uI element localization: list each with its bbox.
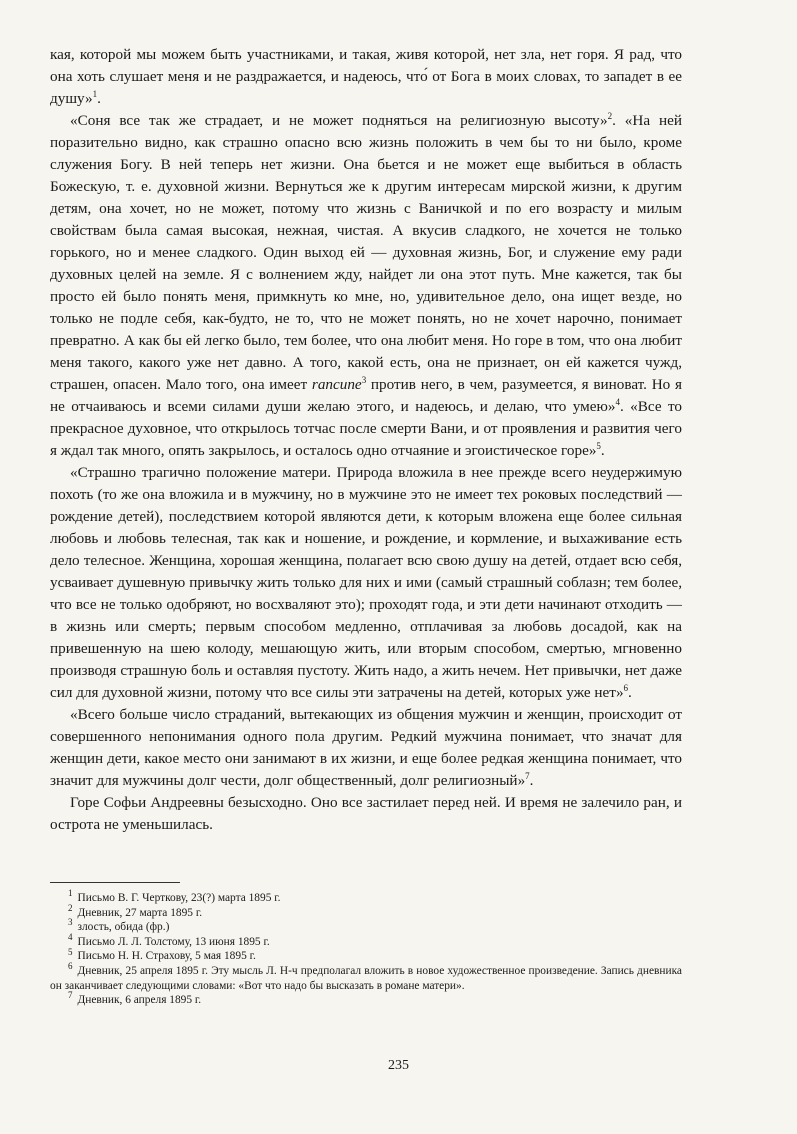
footnote-separator: [50, 882, 180, 883]
text-segment: против него, в чем, разумеется, я виноват. Но я не отчаиваюсь и всеми силами души желаю этого, и надеюсь, и делаю, что умею»: [50, 376, 682, 415]
text-segment: кая, которой мы можем быть участниками, и такая, живя которой, нет зла, нет горя. Я рад, что она хоть слушает меня и не раздражается, и надеюсь, что́ от Бога в моих словах, то западет в ее душу»: [50, 46, 682, 107]
footnote-text: Дневник, 27 марта 1895 г.: [77, 906, 203, 919]
paragraph: [50, 44, 682, 110]
text-segment: Горе Софьи Андреевны безысходно. Оно все застилает перед ней. И время не залечило ран, и острота не уменьшилась.: [50, 794, 682, 833]
footnote-number: 5: [68, 946, 73, 957]
footnote-marker: 4: [615, 396, 620, 407]
footnote: [50, 931, 682, 950]
footnote-number: 1: [68, 888, 73, 899]
footnote: [50, 961, 682, 993]
footnote-number: 4: [68, 931, 73, 942]
paragraph: [50, 462, 682, 704]
footnote-marker: 1: [92, 88, 98, 99]
text-segment: .: [600, 442, 605, 459]
text-segment: .: [529, 772, 534, 789]
footnote-text: Дневник, 25 апреля 1895 г. Эту мысль Л. Н-ч предполагал вложить в новое художественное произведение. Запись дневника он заканчивает следующими словами: «Вот что надо бы высказать в романе матери».: [50, 964, 682, 992]
footnote-marker: 3: [361, 374, 367, 385]
footnote-marker: 2: [607, 110, 613, 121]
footnote-marker: 6: [623, 682, 629, 693]
footnote: [50, 888, 682, 906]
footnote: [50, 917, 682, 935]
footnote-text: злость, обида (фр.): [77, 921, 170, 934]
text-segment: . «Все то прекрасное духовное, что открылось тотчас после смерти Вани, и от проявления и развития чего я ждал так много, опять закрылось, и осталось одно отчаяние и эгоистическое горе»: [50, 398, 683, 459]
text-segment: . «На ней поразительно видно, как страшно опасно всю жизнь положить в чем бы то ни было, кроме служения Богу. В ней теперь нет жизни. Она бьется и не может еще выбиться в область Божескую, т. е. духовной жизни. Вернуться же к другим интересам мирской жизни, к другим детям, она хочет, но не может, потому что жизнь с Ваничкой и по его возрасту и милым свойствам была самая высокая, нежная, чистая. А вкусив сладкого, не хочется не только горького, но и менее сладкого. Один выход ей — духовная жизнь, Бог, и служение ему ради духовных целей на земле. Я с волнением жду, найдет ли она этот путь. Мне кажется, так бы просто ей было понять меня, примкнуть ко мне, но, удивительное дело, она ищет везде, но только не подле себя, как-будто, не то, что не может понять, но не хочет нарочно, понимает превратно. А как бы ей легко было, тем более, что она любит меня. Но горе в том, что она любит меня такого, какого уже нет давно. А того, какой есть, она не признает, он ей кажется чужд, страшен, опасен. Мало того, она имеет: [50, 112, 682, 393]
text-segment: «Страшно трагично положение матери. Природа вложила в нее прежде всего неудержимую похоть (то же она вложила и в мужчину, но в мужчине это не имеет тех роковых последствий — рождение детей), последствием которой являются дети, к которым вложена еще более сильная любовь и любовь телесная, так как и ношение, и рождение, и кормление, и выхаживание есть дело телесное. Женщина, хорошая женщина, полагает всю свою душу на детей, отдает всю себя, усваивает душевную привычку жить только для них и ими (самый страшный соблазн; тем более, что все не только одобряют, но восхваляют это); проходят года, и эти дети начинают отходить — в жизнь или смерть; первым способом медленно, отплачивая за любовь досадой, как на привешенную на шею колоду, мешающую жить, или вторым способом, смертью, мгновенно производя страшную боль и оставляя пустоту. Жить надо, а жить нечем. Нет привычки, нет даже сил для духовной жизни, потому что все силы эти затрачены на детей, которых уже нет»: [50, 464, 682, 701]
text-segment: «Всего больше число страданий, вытекающих из общения мужчин и женщин, происходит от совершенного непонимания одного пола другим. Редкий мужчина понимает, что значат для женщин дети, какое место они занимают в их жизни, и еще более редкая женщина понимает, что значит для мужчины долг чести, долг общественный, долг религиозный»: [50, 706, 682, 789]
footnote: [50, 946, 682, 964]
text-segment: .: [97, 90, 101, 107]
footnote-number: 6: [68, 961, 73, 972]
main-text: [50, 44, 682, 836]
text-segment: .: [628, 684, 632, 701]
footnote-number: 2: [68, 902, 73, 913]
footnote-number: 7: [68, 990, 73, 1001]
paragraph: [50, 792, 682, 836]
footnote-text: Письмо Н. Н. Страхову, 5 мая 1895 г.: [77, 950, 256, 963]
footnote: [50, 902, 682, 921]
footnote-marker: 5: [596, 440, 601, 451]
footnote-text: Письмо Л. Л. Толстому, 13 июня 1895 г.: [77, 935, 270, 948]
text-segment: «Соня все так же страдает, и не может подняться на религиозную высоту»: [70, 112, 608, 129]
footnote-text: Письмо В. Г. Черткову, 23(?) марта 1895 г.: [77, 892, 281, 904]
foreign-word: rancune: [311, 376, 362, 393]
footnote-marker: 7: [525, 770, 530, 781]
footnote: [50, 990, 682, 1008]
paragraph: [50, 704, 682, 792]
footnotes: [50, 888, 682, 1008]
footnote-text: Дневник, 6 апреля 1895 г.: [77, 994, 202, 1007]
page-number: 235: [388, 1058, 409, 1073]
footnote-number: 3: [68, 917, 73, 928]
paragraph: [50, 110, 682, 462]
book-page: [50, 44, 682, 1008]
